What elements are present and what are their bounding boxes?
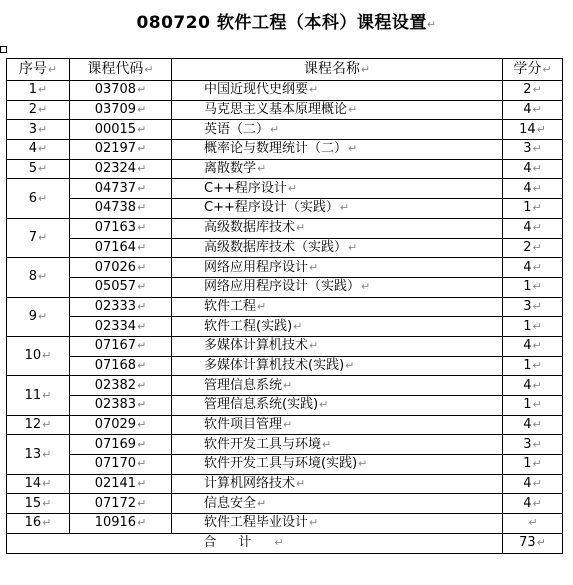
paragraph-mark-icon: ↵ [426, 18, 437, 31]
cell-credit: 4↵ [503, 159, 563, 179]
table-body [7, 81, 563, 534]
cell-code: 07026↵ [70, 258, 172, 278]
cell-code: 02383↵ [70, 396, 172, 416]
table-row [7, 317, 563, 337]
table-anchor-handle[interactable] [0, 46, 7, 53]
cell-credit: ↵ [503, 514, 563, 534]
cell-code: 00015↵ [70, 120, 172, 140]
cell-name: 网络应用程序设计（实践）↵ [172, 277, 503, 297]
cell-name: 软件工程↵ [172, 297, 503, 317]
header-code: 课程代码↵ [70, 59, 172, 81]
total-label-cell: 合计↵ [7, 533, 503, 553]
table-row [7, 396, 563, 416]
table-row [7, 218, 563, 238]
table-row [7, 455, 563, 475]
cell-name: C++程序设计↵ [172, 179, 503, 199]
cell-credit: 2↵ [503, 81, 563, 101]
cell-name: 中国近现代史纲要↵ [172, 81, 503, 101]
header-credit: 学分↵ [503, 59, 563, 81]
cell-no: 10↵ [7, 336, 70, 375]
table-row [7, 415, 563, 435]
cell-code: 02334↵ [70, 317, 172, 337]
table-row [7, 81, 563, 101]
table-row [7, 376, 563, 396]
table-row [7, 514, 563, 534]
table-row [7, 435, 563, 455]
cell-credit: 2↵ [503, 238, 563, 258]
cell-no: 1↵ [7, 81, 70, 101]
cell-name: 计算机网络技术↵ [172, 474, 503, 494]
total-credit: 73 [519, 535, 536, 551]
cell-code: 02197↵ [70, 140, 172, 160]
cell-name: 软件开发工具与环境(实践)↵ [172, 455, 503, 475]
course-table [6, 58, 563, 554]
table-row [7, 258, 563, 278]
table-row [7, 159, 563, 179]
table-row [7, 199, 563, 219]
cell-name: 管理信息系统(实践)↵ [172, 396, 503, 416]
cell-name: 马克思主义基本原理概论↵ [172, 100, 503, 120]
header-name: 课程名称↵ [172, 59, 503, 81]
cell-name: 软件项目管理↵ [172, 415, 503, 435]
cell-name: 网络应用程序设计↵ [172, 258, 503, 278]
total-label: 合计 [203, 535, 274, 551]
cell-no: 8↵ [7, 258, 70, 297]
total-credit-cell: 73↵ [503, 533, 563, 553]
cell-credit: 1↵ [503, 396, 563, 416]
cell-credit: 4↵ [503, 376, 563, 396]
cell-credit: 3↵ [503, 435, 563, 455]
cell-no: 6↵ [7, 179, 70, 218]
cell-name: 多媒体计算机技术(实践)↵ [172, 356, 503, 376]
cell-name: 多媒体计算机技术↵ [172, 336, 503, 356]
table-row [7, 100, 563, 120]
cell-name: 软件工程毕业设计↵ [172, 514, 503, 534]
cell-no: 2↵ [7, 100, 70, 120]
cell-code: 03709↵ [70, 100, 172, 120]
cell-credit: 4↵ [503, 218, 563, 238]
cell-code: 10916↵ [70, 514, 172, 534]
cell-credit: 1↵ [503, 455, 563, 475]
cell-credit: 14↵ [503, 120, 563, 140]
cell-no: 5↵ [7, 159, 70, 179]
cell-code: 07172↵ [70, 494, 172, 514]
header-no: 序号↵ [7, 59, 70, 81]
cell-code: 04738↵ [70, 199, 172, 219]
cell-no: 14↵ [7, 474, 70, 494]
cell-code: 07163↵ [70, 218, 172, 238]
cell-name: C++程序设计（实践）↵ [172, 199, 503, 219]
cell-name: 管理信息系统↵ [172, 376, 503, 396]
cell-code: 07164↵ [70, 238, 172, 258]
cell-no: 7↵ [7, 218, 70, 257]
cell-credit: 4↵ [503, 100, 563, 120]
cell-name: 高级数据库技术↵ [172, 218, 503, 238]
cell-no: 11↵ [7, 376, 70, 415]
cell-code: 07167↵ [70, 336, 172, 356]
cell-credit: 4↵ [503, 179, 563, 199]
title-text: 080720 软件工程（本科）课程设置 [136, 13, 427, 33]
cell-credit: 1↵ [503, 356, 563, 376]
table-row [7, 238, 563, 258]
cell-credit: 1↵ [503, 277, 563, 297]
table-row [7, 474, 563, 494]
cell-credit: 4↵ [503, 494, 563, 514]
cell-code: 07168↵ [70, 356, 172, 376]
cell-no: 16↵ [7, 514, 70, 534]
cell-name: 概率论与数理统计（二）↵ [172, 140, 503, 160]
cell-credit: 3↵ [503, 297, 563, 317]
cell-name: 英语（二）↵ [172, 120, 503, 140]
cell-code: 05057↵ [70, 277, 172, 297]
cell-name: 软件工程(实践)↵ [172, 317, 503, 337]
cell-credit: 4↵ [503, 415, 563, 435]
cell-name: 离散数学↵ [172, 159, 503, 179]
table-header-row [7, 59, 563, 81]
cell-no: 3↵ [7, 120, 70, 140]
cell-credit: 4↵ [503, 258, 563, 278]
cell-credit: 4↵ [503, 474, 563, 494]
cell-name: 信息安全↵ [172, 494, 503, 514]
table-row [7, 120, 563, 140]
cell-no: 15↵ [7, 494, 70, 514]
cell-code: 07169↵ [70, 435, 172, 455]
cell-code: 02324↵ [70, 159, 172, 179]
table-row [7, 494, 563, 514]
cell-no: 9↵ [7, 297, 70, 336]
cell-credit: 1↵ [503, 199, 563, 219]
cell-no: 12↵ [7, 415, 70, 435]
cell-name: 软件开发工具与环境↵ [172, 435, 503, 455]
table-row [7, 356, 563, 376]
table-row [7, 140, 563, 160]
cell-code: 03708↵ [70, 81, 172, 101]
table-row [7, 297, 563, 317]
cell-code: 07029↵ [70, 415, 172, 435]
cell-credit: 4↵ [503, 336, 563, 356]
cell-code: 02141↵ [70, 474, 172, 494]
cell-code: 02333↵ [70, 297, 172, 317]
table-row [7, 179, 563, 199]
cell-code: 07170↵ [70, 455, 172, 475]
cell-name: 高级数据库技术（实践）↵ [172, 238, 503, 258]
document-title [0, 8, 573, 33]
total-row [7, 533, 563, 553]
table-row [7, 336, 563, 356]
cell-no: 13↵ [7, 435, 70, 474]
cell-code: 04737↵ [70, 179, 172, 199]
cell-code: 02382↵ [70, 376, 172, 396]
cell-no: 4↵ [7, 140, 70, 160]
cell-credit: 3↵ [503, 140, 563, 160]
cell-credit: 1↵ [503, 317, 563, 337]
table-row [7, 277, 563, 297]
